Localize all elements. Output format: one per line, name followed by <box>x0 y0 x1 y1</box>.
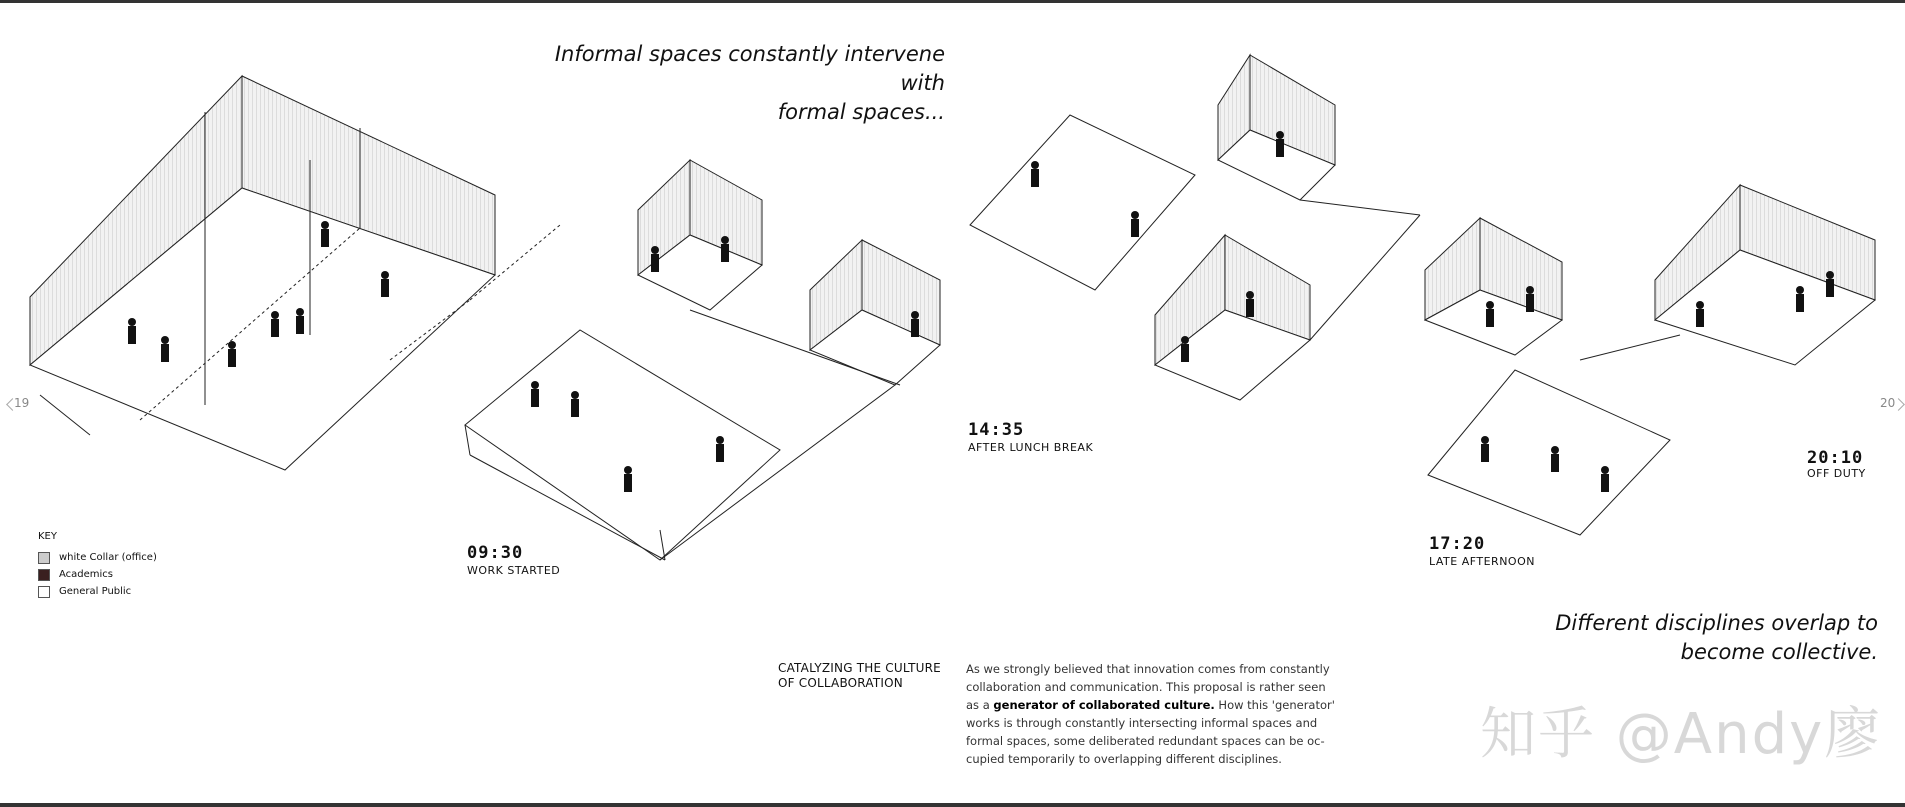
prev-page-button[interactable] <box>8 396 29 410</box>
essay-bold-text: generator of collaborated culture. <box>993 698 1215 712</box>
time-1435-label: AFTER LUNCH BREAK <box>968 441 1094 454</box>
headline-bottom-line2: become collective. <box>1680 640 1878 664</box>
essay-text-part2: How this 'generator' works is through constantly intersecting informal spaces and formal spaces, some deliberated redundant spaces can be oc-cupied temporarily to overlapping different disciplines. <box>966 698 1335 766</box>
essay-title-line2: OF COLLABORATION <box>778 676 903 690</box>
headline-top-line1: Informal spaces constantly intervene with <box>554 42 945 95</box>
key-swatch-academics <box>38 569 50 581</box>
essay-title <box>778 661 941 691</box>
workspace-1435 <box>970 55 1420 400</box>
key-label-white-collar: white Collar (office) <box>59 552 157 563</box>
office-block <box>30 76 560 470</box>
key-label-general-public: General Public <box>59 586 132 597</box>
headline-top-line2: formal spaces... <box>777 100 945 124</box>
next-page-number: 20 <box>1880 396 1896 410</box>
key-title: KEY <box>38 531 57 542</box>
time-1720-label: LATE AFTERNOON <box>1429 555 1535 568</box>
key-swatch-white-collar <box>38 552 50 564</box>
essay-text-part1: As we strongly believed that innovation comes from constantly collaboration and communication. This proposal is rather seen as a <box>966 662 1330 712</box>
headline-top <box>520 40 945 127</box>
prev-page-number: 19 <box>14 396 30 410</box>
headline-bottom-line1: Different disciplines overlap to <box>1555 611 1878 635</box>
time-2010: 20:10 <box>1807 448 1864 468</box>
time-1435: 14:35 <box>968 420 1025 440</box>
key-item-academics <box>38 566 157 583</box>
key-label-academics: Academics <box>59 569 114 580</box>
time-0930: 09:30 <box>467 543 524 563</box>
key-item-general-public <box>38 583 157 600</box>
key-swatch-general-public <box>38 586 50 598</box>
time-0930-label: WORK STARTED <box>467 564 561 577</box>
time-1720: 17:20 <box>1429 534 1486 554</box>
watermark: 知乎 @Andy廖 <box>1480 702 1883 767</box>
next-page-button[interactable] <box>1880 396 1903 410</box>
time-2010-label: OFF DUTY <box>1807 467 1866 480</box>
essay-title-line1: CATALYZING THE CULTURE <box>778 661 941 675</box>
workspace-1720 <box>1425 218 1670 535</box>
essay-body <box>966 660 1336 768</box>
legend-key <box>38 531 157 600</box>
key-item-white-collar <box>38 549 157 566</box>
headline-bottom <box>1480 609 1878 667</box>
workspace-0930 <box>465 160 940 560</box>
